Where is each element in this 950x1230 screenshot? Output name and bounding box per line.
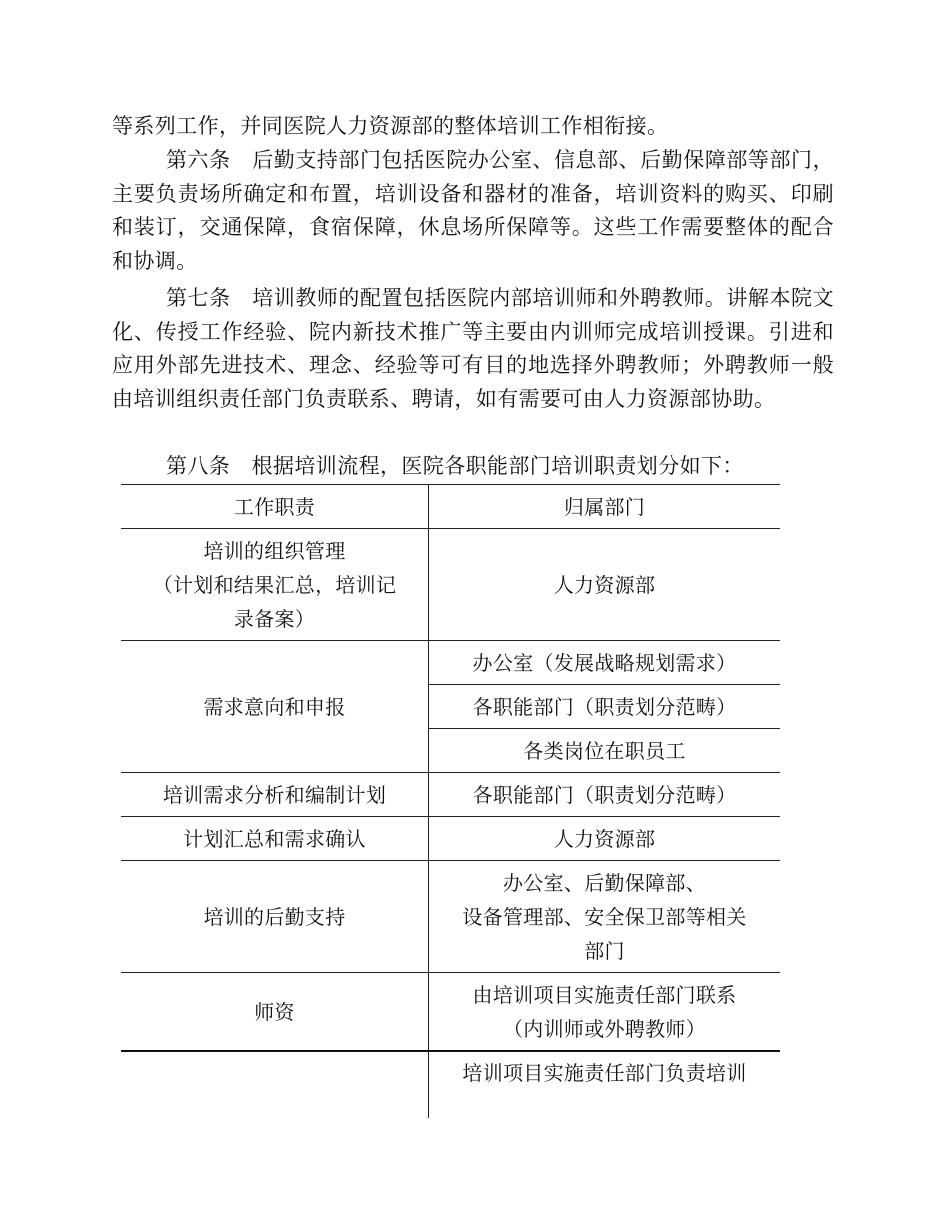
table-row: [121, 817, 780, 861]
paragraph-article-8: 第八条 根据培训流程，医院各职能部门培训职责划分如下：: [166, 454, 744, 478]
table-row: [121, 973, 780, 1052]
department-line: 办公室、后勤保障部、: [503, 870, 706, 895]
department-cell: 人力资源部: [429, 529, 781, 641]
table-row: [121, 773, 780, 817]
department-line: 由培训项目实施责任部门联系: [472, 982, 737, 1007]
duty-cell: 培训需求分析和编制计划: [121, 773, 429, 817]
duty-cell: [121, 529, 429, 641]
department-line: 设备管理部、安全保卫部等相关: [462, 904, 747, 929]
department-cell: [429, 861, 781, 973]
header-duty: 工作职责: [121, 485, 429, 529]
department-cell: 办公室（发展战略规划需求）: [429, 641, 781, 685]
department-cell: [429, 973, 781, 1052]
duty-cell: 师资: [121, 973, 429, 1052]
paragraph-continuation: 等系列工作，并同医院人力资源部的整体培训工作相衔接。: [112, 114, 669, 138]
duty-cell: [121, 1051, 429, 1118]
department-cell: 各职能部门（职责划分范畴）: [429, 685, 781, 729]
header-department: 归属部门: [429, 485, 781, 529]
department-line: 部门: [584, 938, 625, 963]
duty-line: （计划和结果汇总，培训记: [152, 572, 397, 597]
duty-cell: 计划汇总和需求确认: [121, 817, 429, 861]
department-line: （内训师或外聘教师）: [503, 1016, 706, 1041]
department-cell: 各职能部门（职责划分范畴）: [429, 773, 781, 817]
department-cell: 人力资源部: [429, 817, 781, 861]
department-cell: 各类岗位在职员工: [429, 729, 781, 773]
duty-line: 录备案）: [233, 606, 316, 631]
paragraph-article-7: 第七条 培训教师的配置包括医院内部培训师和外聘教师。讲解本院文化、传授工作经验、院内新技术推广等主要由内训师完成培训授课。引进和应用外部先进技术、理念、经验等可有目的地选择外聘教师；外聘教师一般由培训组织责任部门负责联系、聘请，如有需要可由人力资源部协助。: [112, 286, 834, 411]
duty-cell: 需求意向和申报: [121, 641, 429, 773]
table-row: [121, 529, 780, 641]
table-row: [121, 641, 780, 685]
paragraph-article-6: 第六条 后勤支持部门包括医院办公室、信息部、后勤保障部等部门，主要负责场所确定和布置，培训设备和器材的准备，培训资料的购买、印刷和装订，交通保障，食宿保障，休息场所保障等。这些工作需要整体的配合和协调。: [112, 148, 834, 273]
department-cell: 培训项目实施责任部门负责培训: [429, 1051, 781, 1118]
responsibility-table: [121, 484, 780, 1118]
table-header-row: [121, 485, 780, 529]
duty-cell: 培训的后勤支持: [121, 861, 429, 973]
table-row: [121, 861, 780, 973]
table-row: [121, 1051, 780, 1118]
duty-line: 培训的组织管理: [203, 538, 346, 563]
